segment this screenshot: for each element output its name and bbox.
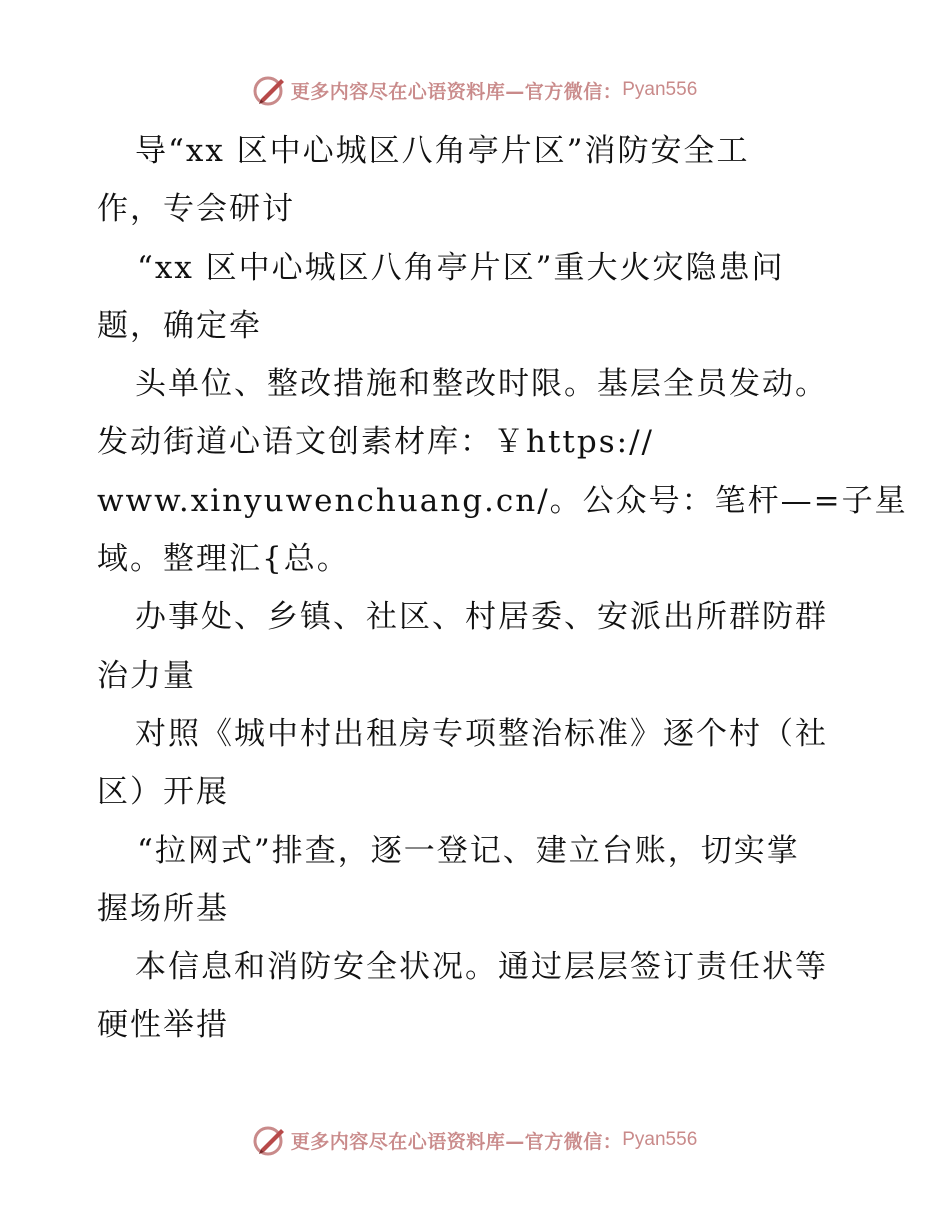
- text-line: “xx 区中心城区八角亭片区”重大火灾隐患问: [137, 249, 785, 286]
- text-line: 发动街道心语文创素材库：￥https://: [97, 424, 654, 461]
- text-line: www.xinyuwenchuang.cn/。公众号：笔杆—=子星: [97, 482, 908, 519]
- text-line: 区）开展: [97, 774, 229, 811]
- text-line: 握场所基: [97, 890, 229, 927]
- text-line: 对照《城中村出租房专项整治标准》逐个村（社: [135, 715, 828, 752]
- text-line: 治力量: [97, 657, 196, 694]
- watermark-handle: Pyan556: [622, 79, 698, 100]
- quill-logo-icon: [253, 73, 287, 107]
- text-line: 题，确定牵: [97, 307, 262, 344]
- footer-watermark: [0, 1120, 950, 1160]
- watermark-handle: Pyan556: [622, 1129, 698, 1150]
- text-line: “拉网式”排查，逐一登记、建立台账，切实掌: [137, 832, 800, 869]
- text-line: 作，专会研讨: [97, 191, 295, 228]
- quill-logo-icon: [253, 1123, 287, 1157]
- text-line: 域。整理汇{总。: [97, 541, 350, 578]
- text-line: 办事处、乡镇、社区、村居委、安派出所群防群: [135, 599, 828, 636]
- header-watermark: [0, 70, 950, 110]
- watermark-text: 更多内容尽在心语资料库—官方微信：: [290, 80, 623, 103]
- watermark-text: 更多内容尽在心语资料库—官方微信：: [290, 1130, 623, 1153]
- text-line: 硬性举措: [97, 1007, 229, 1044]
- text-line: 头单位、整改措施和整改时限。基层全员发动。: [135, 366, 828, 403]
- document-body: [97, 122, 908, 1055]
- text-line: 本信息和消防安全状况。通过层层签订责任状等: [135, 949, 828, 986]
- text-line: 导“xx 区中心城区八角亭片区”消防安全工: [135, 133, 750, 169]
